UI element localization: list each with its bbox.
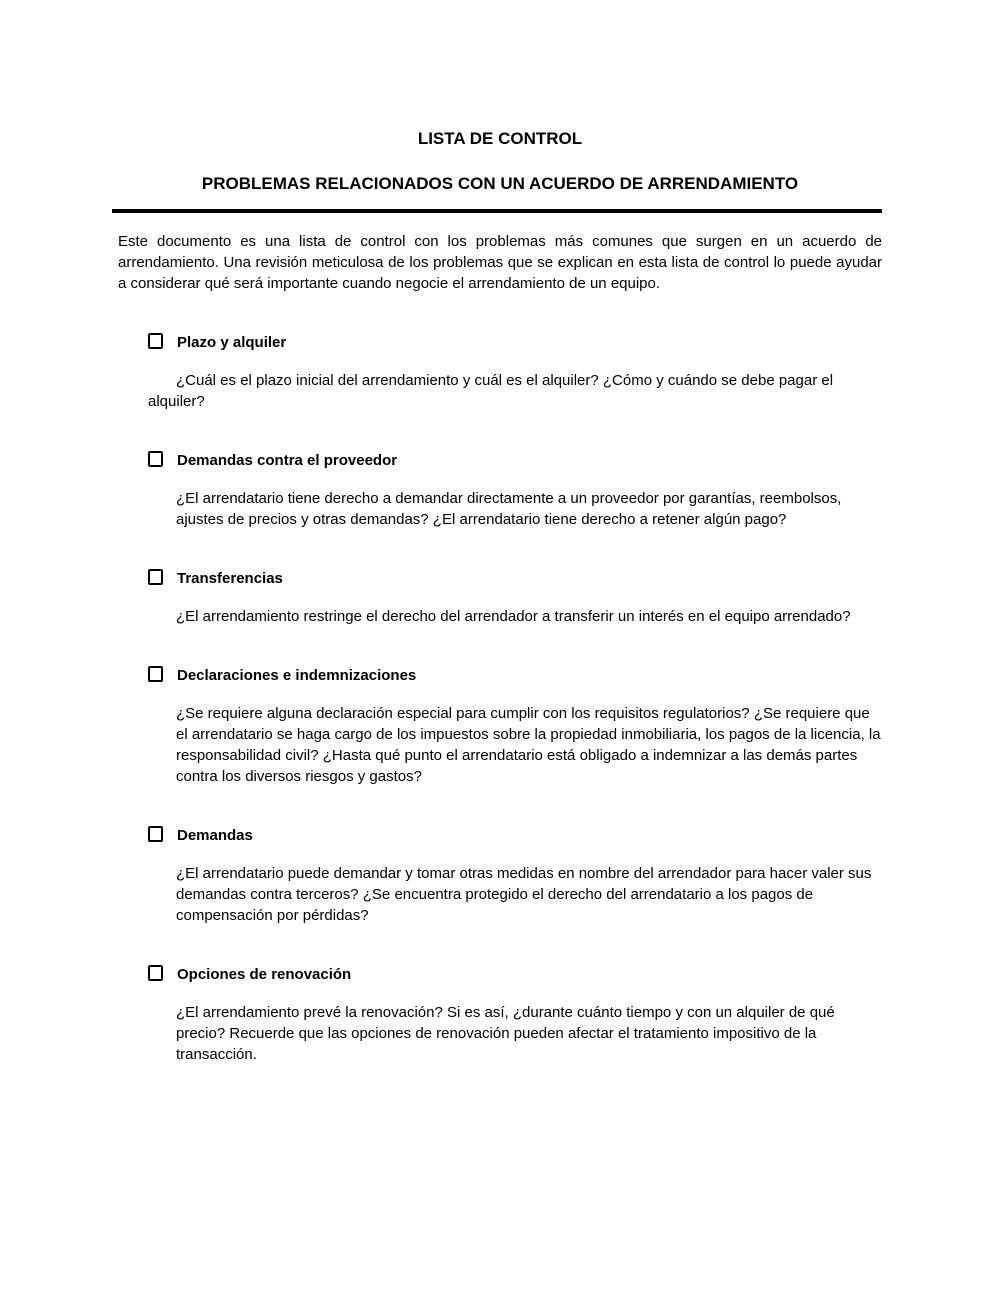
checkbox-icon bbox=[148, 826, 163, 842]
item-heading bbox=[148, 568, 882, 589]
item-heading bbox=[148, 964, 882, 985]
checklist-item bbox=[118, 964, 882, 1065]
item-heading bbox=[148, 450, 882, 471]
item-description: ¿El arrendatario tiene derecho a demandar directamente a un proveedor por garantías, reembolsos, ajustes de precios y otras demandas? ¿El arrendatario tiene derecho a retener algún pago? bbox=[176, 490, 842, 528]
item-heading bbox=[148, 332, 882, 353]
checkbox-icon bbox=[148, 333, 163, 349]
checkbox-icon bbox=[148, 569, 163, 585]
item-label: Plazo y alquiler bbox=[177, 334, 287, 351]
title-divider bbox=[112, 209, 882, 213]
item-description: ¿El arrendatario puede demandar y tomar otras medidas en nombre del arrendador para hacer valer sus demandas contra terceros? ¿Se encuentra protegido el derecho del arrendatario a los pagos de compensación por pérdidas? bbox=[176, 865, 872, 924]
checkbox-icon bbox=[148, 666, 163, 682]
checklist-item bbox=[118, 665, 882, 787]
item-description: ¿El arrendamiento restringe el derecho del arrendador a transferir un interés en el equipo arrendado? bbox=[176, 608, 851, 625]
document-subtitle: PROBLEMAS RELACIONADOS CON UN ACUERDO DE ARRENDAMIENTO bbox=[201, 174, 799, 193]
intro-paragraph: Este documento es una lista de control con los problemas más comunes que surgen en un acuerdo de arrendamiento. Una revisión meticulosa de los problemas que se explican en esta lista de control lo puede ayudar a considerar qué será importante cuando negocie el arrendamiento de un equipo. bbox=[118, 233, 882, 292]
checklist-item bbox=[118, 568, 882, 627]
item-label: Declaraciones e indemnizaciones bbox=[177, 667, 417, 684]
checkbox-icon bbox=[148, 451, 163, 467]
checklist-item bbox=[118, 825, 882, 926]
checkbox-icon bbox=[148, 965, 163, 981]
item-heading bbox=[148, 825, 882, 846]
checklist-item bbox=[118, 450, 882, 530]
item-label: Transferencias bbox=[177, 570, 283, 587]
checklist-item bbox=[118, 332, 882, 412]
document-title: LISTA DE CONTROL bbox=[417, 129, 583, 148]
item-label: Opciones de renovación bbox=[177, 966, 352, 983]
item-description: ¿Cuál es el plazo inicial del arrendamiento y cuál es el alquiler? ¿Cómo y cuándo se debe pagar el alquiler? bbox=[148, 372, 834, 410]
item-heading bbox=[148, 665, 882, 686]
item-label: Demandas contra el proveedor bbox=[177, 452, 398, 469]
item-label: Demandas bbox=[177, 827, 253, 844]
item-description: ¿El arrendamiento prevé la renovación? Si es así, ¿durante cuánto tiempo y con un alquiler de qué precio? Recuerde que las opciones de renovación pueden afectar el tratamiento impositivo de la transacción. bbox=[176, 1004, 835, 1063]
item-description: ¿Se requiere alguna declaración especial para cumplir con los requisitos regulatorios? ¿Se requiere que el arrendatario se haga cargo de los impuestos sobre la propiedad inmobiliaria, los pagos de la licencia, la responsabilidad civil? ¿Hasta qué punto el arrendatario está obligado a indemnizar a las demás partes contra los diversos riesgos y gastos? bbox=[176, 705, 881, 785]
